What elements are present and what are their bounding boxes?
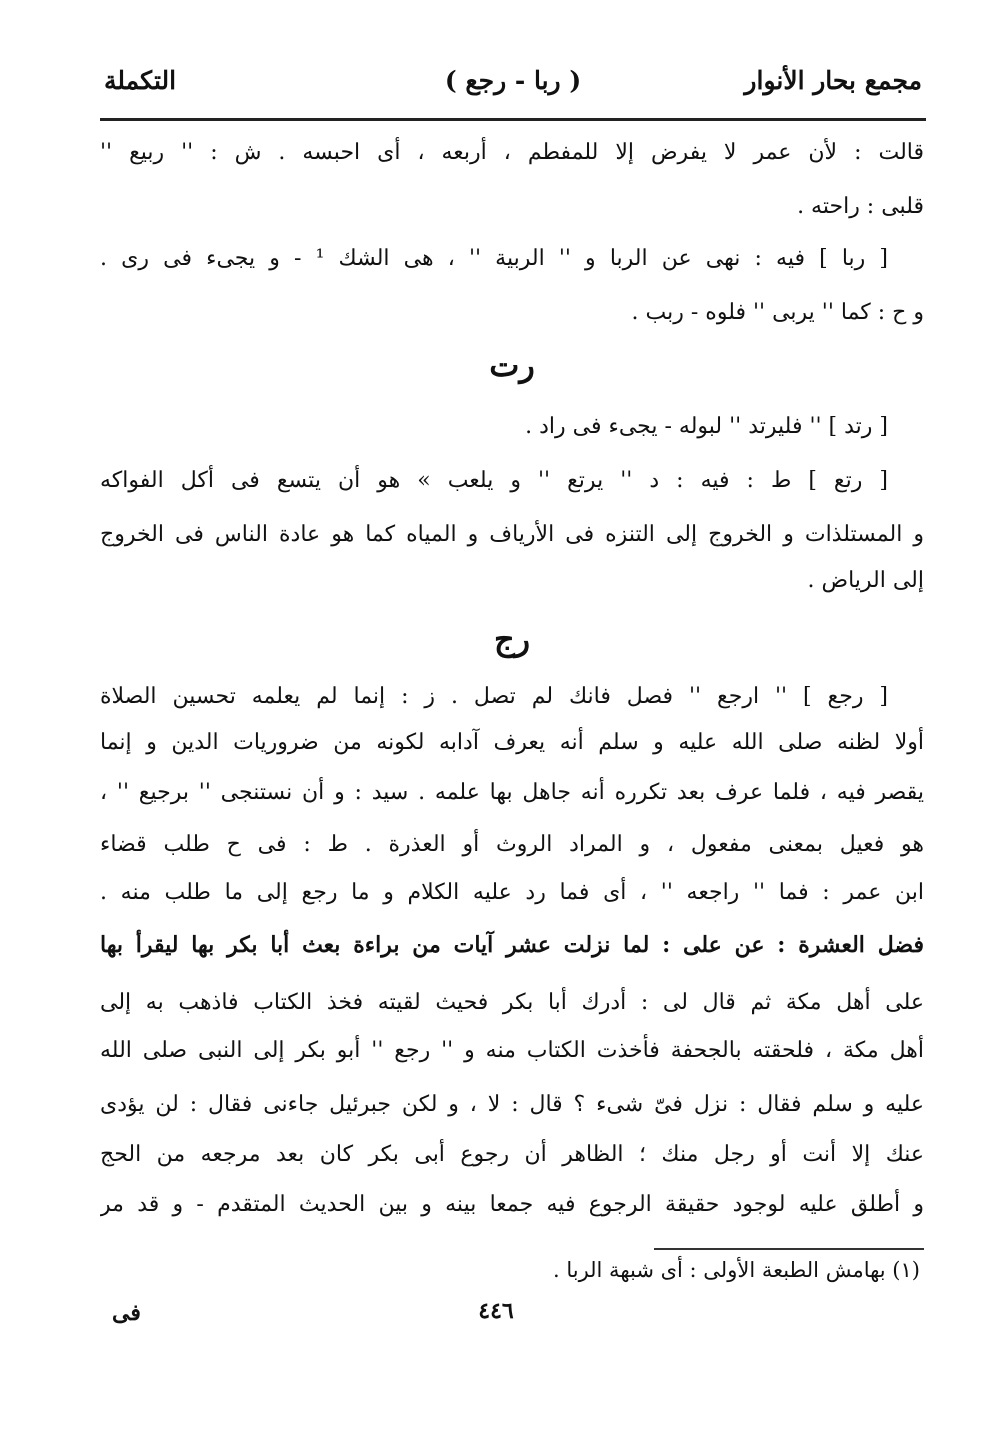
- running-head-section: التكملة: [104, 65, 177, 95]
- text-line-7: و المستلذات و الخروج إلى التنزه فى الأرياف و المياه كما هو عادة الناس فى الخروج: [100, 522, 924, 547]
- text-line-19: و أطلق عليه لوجود حقيقة الرجوع فيه جمعا بينه و بين الحديث المتقدم - و قد مر: [100, 1192, 924, 1217]
- text-line-13: ابن عمر : فما '' راجعه '' ، أى فما رد عليه الكلام و ما رجع إلى ما طلب منه .: [100, 880, 924, 905]
- text-line-5: [ رتد ] '' فليرتد '' لبوله - يجىء فى راد .: [525, 414, 888, 439]
- text-line-17: عليه و سلم فقال : نزل فىّ شىء ؟ قال : لا ، و لكن جبرئيل جاءنى فقال : لن يؤدى: [100, 1092, 924, 1117]
- text-line-3: [ ربا ] فيه : نهى عن الربا و '' الربية '' ، هى الشك ¹ - و يجىء فى رى .: [100, 246, 888, 271]
- text-line-16: أهل مكة ، فلحقته بالجحفة فأخذت الكتاب منه و '' رجع '' أبو بكر إلى النبى صلى الله: [100, 1038, 924, 1063]
- text-line-4: و ح : كما '' يربى '' فلوه - ربب .: [631, 300, 924, 325]
- text-line-11: يقصر فيه ، فلما عرف بعد تكرره أنه جاهل بها علمه . سيد : و أن نستنجى '' برجيع '' ،: [100, 780, 924, 805]
- text-line-10: أولا لظنه صلى الله عليه و سلم أنه يعرف آدابه لكونه من ضروريات الدين و إنما: [100, 730, 924, 755]
- running-head-book-title: مجمع بحار الأنوار: [744, 65, 922, 95]
- catchword: فى: [112, 1300, 141, 1326]
- text-line-8: إلى الرياض .: [807, 568, 924, 593]
- text-line-14: فضل العشرة : عن على : لما نزلت عشر آيات من براءة بعث أبا بكر بها ليقرأ بها: [100, 932, 924, 958]
- text-line-2: قلبى : راحته .: [797, 194, 924, 219]
- text-line-15: على أهل مكة ثم قال لى : أدرك أبا بكر فحيث لقيته فخذ الكتاب فاذهب به إلى: [100, 990, 924, 1015]
- text-line-6: [ رتع ] ط : فيه : د '' يرتع '' و يلعب » هو أن يتسع فى أكل الفواكه: [100, 468, 888, 493]
- header-rule: [100, 118, 926, 121]
- running-head: [104, 58, 922, 102]
- text-line-12: هو فعيل بمعنى مفعول ، و المراد الروث أو العذرة . ط : فى ح طلب قضاء: [100, 832, 924, 857]
- section-heading-rj: رج: [493, 620, 531, 658]
- text-line-1: قالت : لأن عمر لا يفرض إلا للمفطم ، أربعه ، أى احبسه . ش : '' ربيع '': [100, 140, 924, 165]
- section-heading-rt: رت: [489, 346, 535, 384]
- footnote: (١) بهامش الطبعة الأولى : أى شبهة الربا .: [552, 1258, 920, 1282]
- text-line-9: [ رجع ] '' ارجع '' فصل فانك لم تصل . ز : إنما لم يعلمه تحسين الصلاة: [100, 684, 888, 709]
- text-line-18: عنك إلا أنت أو رجل منك ؛ الظاهر أن رجوع أبى بكر كان بعد مرجعه من الحج: [100, 1142, 924, 1167]
- page-number: ٤٤٦: [478, 1298, 514, 1324]
- running-head-entry-range: ( ربا - رجع ): [444, 65, 582, 95]
